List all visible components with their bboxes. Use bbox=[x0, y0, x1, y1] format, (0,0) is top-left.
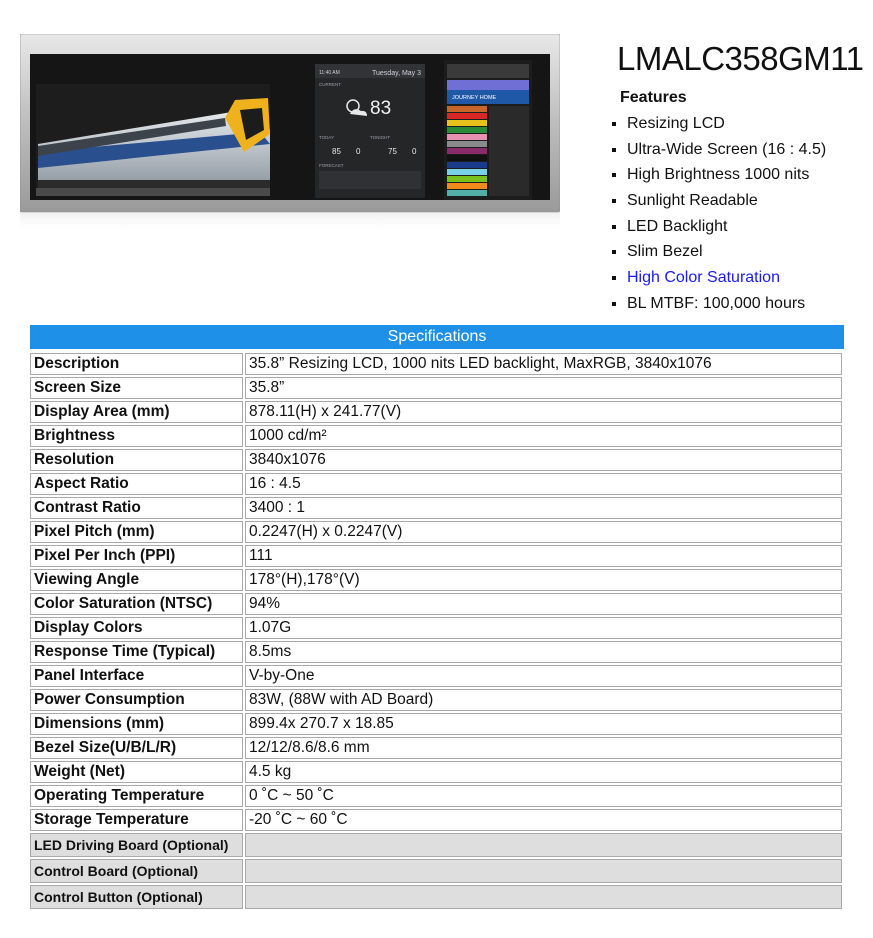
feature-item bbox=[612, 239, 826, 265]
spec-value: 16 : 4.5 bbox=[245, 473, 842, 495]
weather-tonight-lo: 0 bbox=[412, 147, 417, 156]
spec-value: 94% bbox=[245, 593, 842, 615]
weather-temp: 83 bbox=[370, 98, 392, 119]
weather-time: 11:40 AM bbox=[319, 70, 340, 76]
spec-label: Display Colors bbox=[30, 617, 243, 639]
spec-label: Panel Interface bbox=[30, 665, 243, 687]
spec-label: Response Time (Typical) bbox=[30, 641, 243, 663]
spec-row bbox=[30, 353, 842, 375]
spec-label: Control Board (Optional) bbox=[30, 859, 243, 883]
bullet-icon bbox=[612, 148, 616, 152]
spec-value: 83W, (88W with AD Board) bbox=[245, 689, 842, 711]
feature-item bbox=[612, 137, 826, 163]
feature-item bbox=[612, 265, 826, 291]
spec-value bbox=[245, 885, 842, 909]
specifications-table bbox=[28, 351, 844, 911]
spec-row bbox=[30, 809, 842, 831]
weather-forecast-label: FORECAST bbox=[319, 163, 344, 168]
transit-widget bbox=[444, 60, 532, 200]
spec-value: 8.5ms bbox=[245, 641, 842, 663]
spec-value: 3840x1076 bbox=[245, 449, 842, 471]
feature-label: BL MTBF: 100,000 hours bbox=[627, 294, 806, 312]
spec-label: Storage Temperature bbox=[30, 809, 243, 831]
spec-row bbox=[30, 665, 842, 687]
spec-value bbox=[245, 833, 842, 857]
features-heading: Features bbox=[620, 89, 687, 106]
spec-value: 899.4x 270.7 x 18.85 bbox=[245, 713, 842, 735]
spec-row bbox=[30, 593, 842, 615]
transit-title: JOURNEY HOME bbox=[452, 95, 497, 101]
bullet-icon bbox=[612, 302, 616, 306]
spec-label: Dimensions (mm) bbox=[30, 713, 243, 735]
spec-label: Brightness bbox=[30, 425, 243, 447]
spec-value: 111 bbox=[245, 545, 842, 567]
feature-item bbox=[612, 291, 826, 317]
spec-label: Pixel Pitch (mm) bbox=[30, 521, 243, 543]
spec-label: Color Saturation (NTSC) bbox=[30, 593, 243, 615]
specifications-header: Specifications bbox=[30, 325, 844, 349]
spec-row bbox=[30, 617, 842, 639]
weather-today-hi: 85 bbox=[332, 147, 341, 156]
spec-row bbox=[30, 713, 842, 735]
weather-date: Tuesday, May 3 bbox=[372, 70, 422, 77]
feature-label: Ultra-Wide Screen (16 : 4.5) bbox=[627, 140, 827, 158]
spec-row bbox=[30, 689, 842, 711]
spec-value bbox=[245, 859, 842, 883]
spec-row bbox=[30, 449, 842, 471]
features-list bbox=[612, 111, 826, 317]
spec-row bbox=[30, 473, 842, 495]
spec-row bbox=[30, 785, 842, 807]
feature-item bbox=[612, 214, 826, 240]
spec-value: 1.07G bbox=[245, 617, 842, 639]
bullet-icon bbox=[612, 199, 616, 203]
spec-optional-row bbox=[30, 885, 842, 909]
spec-optional-row bbox=[30, 833, 842, 857]
feature-item bbox=[612, 188, 826, 214]
spec-row bbox=[30, 425, 842, 447]
spec-row bbox=[30, 641, 842, 663]
spec-row bbox=[30, 545, 842, 567]
bullet-icon bbox=[612, 225, 616, 229]
spec-value: 878.11(H) x 241.77(V) bbox=[245, 401, 842, 423]
feature-label: Sunlight Readable bbox=[627, 192, 758, 210]
product-image bbox=[20, 34, 560, 234]
spec-label: Aspect Ratio bbox=[30, 473, 243, 495]
feature-label: LED Backlight bbox=[627, 217, 728, 235]
spec-label: Description bbox=[30, 353, 243, 375]
weather-today-label: TODAY bbox=[319, 135, 335, 140]
feature-label: High Brightness 1000 nits bbox=[627, 166, 810, 184]
spec-value: 0.2247(H) x 0.2247(V) bbox=[245, 521, 842, 543]
weather-current-label: CURRENT bbox=[319, 82, 341, 87]
spec-value: -20 ˚C ~ 60 ˚C bbox=[245, 809, 842, 831]
spec-row bbox=[30, 497, 842, 519]
feature-item bbox=[612, 162, 826, 188]
spec-label: Resolution bbox=[30, 449, 243, 471]
model-title: LMALC358GM11 bbox=[617, 40, 864, 77]
spec-label: Display Area (mm) bbox=[30, 401, 243, 423]
weather-today-lo: 0 bbox=[356, 147, 361, 156]
feature-label: Slim Bezel bbox=[627, 243, 703, 261]
feature-label: Resizing LCD bbox=[627, 115, 725, 132]
spec-value: 12/12/8.6/8.6 mm bbox=[245, 737, 842, 759]
train-photo bbox=[36, 84, 270, 196]
spec-value: 35.8” bbox=[245, 377, 842, 399]
spec-row bbox=[30, 377, 842, 399]
feature-label: High Color Saturation bbox=[627, 269, 780, 287]
spec-label: Bezel Size(U/B/L/R) bbox=[30, 737, 243, 759]
spec-row bbox=[30, 569, 842, 591]
spec-label: Weight (Net) bbox=[30, 761, 243, 783]
spec-row bbox=[30, 761, 842, 783]
bullet-icon bbox=[612, 250, 616, 254]
spec-row bbox=[30, 521, 842, 543]
spec-value: 4.5 kg bbox=[245, 761, 842, 783]
feature-item bbox=[612, 111, 826, 137]
weather-widget bbox=[315, 64, 425, 198]
spec-value: 0 ˚C ~ 50 ˚C bbox=[245, 785, 842, 807]
spec-optional-row bbox=[30, 859, 842, 883]
weather-tonight-label: TONIGHT bbox=[370, 135, 391, 140]
spec-value: 1000 cd/m² bbox=[245, 425, 842, 447]
bullet-icon bbox=[612, 122, 616, 126]
spec-label: Contrast Ratio bbox=[30, 497, 243, 519]
spec-label: LED Driving Board (Optional) bbox=[30, 833, 243, 857]
weather-tonight-hi: 75 bbox=[388, 147, 397, 156]
spec-label: Operating Temperature bbox=[30, 785, 243, 807]
spec-row bbox=[30, 737, 842, 759]
bullet-icon bbox=[612, 276, 616, 280]
spec-value: 178°(H),178°(V) bbox=[245, 569, 842, 591]
spec-value: 3400 : 1 bbox=[245, 497, 842, 519]
spec-label: Viewing Angle bbox=[30, 569, 243, 591]
spec-label: Power Consumption bbox=[30, 689, 243, 711]
spec-value: V-by-One bbox=[245, 665, 842, 687]
spec-label: Screen Size bbox=[30, 377, 243, 399]
bullet-icon bbox=[612, 173, 616, 177]
spec-value: 35.8” Resizing LCD, 1000 nits LED backlight, MaxRGB, 3840x1076 bbox=[245, 353, 842, 375]
spec-label: Pixel Per Inch (PPI) bbox=[30, 545, 243, 567]
spec-label: Control Button (Optional) bbox=[30, 885, 243, 909]
spec-row bbox=[30, 401, 842, 423]
